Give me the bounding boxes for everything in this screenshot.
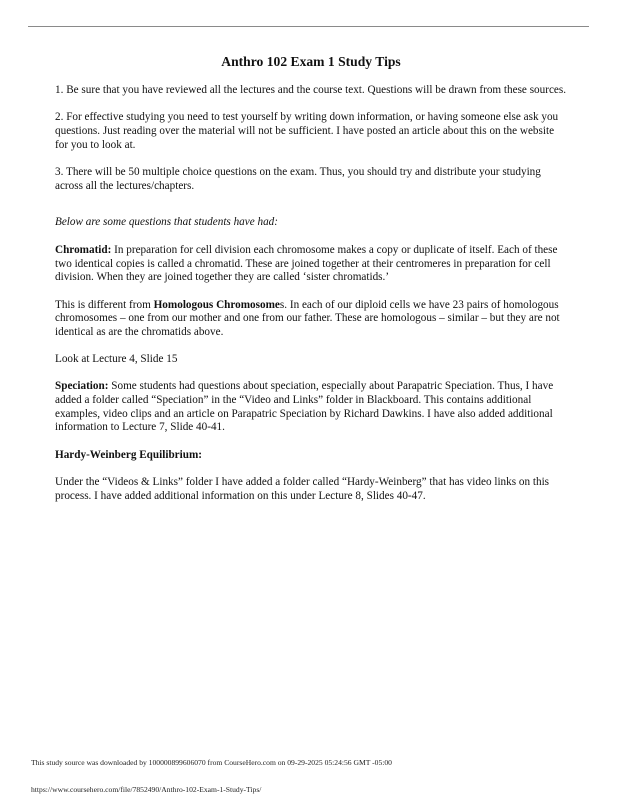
source-url[interactable]: https://www.coursehero.com/file/7852490/Anthro-102-Exam-1-Study-Tips/: [31, 785, 262, 794]
document-page: [55, 54, 567, 517]
chromatid-paragraph: [55, 244, 567, 285]
hardy-weinberg-heading: [55, 449, 567, 463]
hardy-weinberg-paragraph: Under the “Videos & Links” folder I have added a folder called “Hardy-Weinberg” that has video links on this process. I have added additional information on this under Lecture 8, Slides 40-47.: [55, 475, 550, 502]
speciation-term: Speciation:: [55, 380, 109, 393]
speciation-text: Some students had questions about speciation, especially about Parapatric Speciation. Thus, I have added a folder called “Speciation” in the “Video and Links” folder in Blackboard. This contains additional examples, video clips and an article on Parapatric Speciation by Richard Dawkins. I have also added additional information to Lecture 7, Slide 40-41.: [55, 380, 554, 434]
homologous-term: Homologous Chromosome: [153, 298, 280, 311]
tip-2: 2. For effective studying you need to test yourself by writing down information, or having someone else ask you questions. Just reading over the material will not be sufficient. I have posted an article about this on the website for you to look at.: [55, 111, 559, 151]
homologous-lead: This is different from: [55, 298, 154, 311]
questions-intro: Below are some questions that students have had:: [55, 216, 278, 229]
tip-3: 3. There will be 50 multiple choice questions on the exam. Thus, you should try and distribute your studying across all the lectures/chapters.: [55, 165, 541, 192]
homologous-text: s. In each of our diploid cells we have 23 pairs of homologous chromosomes – one from our mother and one from our father. These are homologous – similar – but they are not identical as are the chromatids above.: [55, 298, 560, 338]
lecture-reference: Look at Lecture 4, Slide 15: [55, 353, 178, 366]
chromatid-text: In preparation for cell division each chromosome makes a copy or duplicate of itself. Each of these two identical copies is called a chromatid. These are joined together at their centromeres in preparation for cell division. When they are joined together they are called ‘sister chromatids.’: [55, 243, 558, 284]
homologous-paragraph: [55, 299, 567, 340]
speciation-paragraph: [55, 380, 567, 435]
top-divider: [28, 26, 589, 27]
hardy-weinberg-term: Hardy-Weinberg Equilibrium:: [55, 448, 203, 461]
download-note: This study source was downloaded by 100000899606070 from CourseHero.com on 09-29-2025 05:24:56 GMT -05:00: [31, 758, 392, 767]
chromatid-term: Chromatid:: [55, 243, 112, 256]
tip-1: 1. Be sure that you have reviewed all the lectures and the course text. Questions will be drawn from these sources.: [55, 84, 567, 96]
document-title: Anthro 102 Exam 1 Study Tips: [221, 54, 401, 69]
